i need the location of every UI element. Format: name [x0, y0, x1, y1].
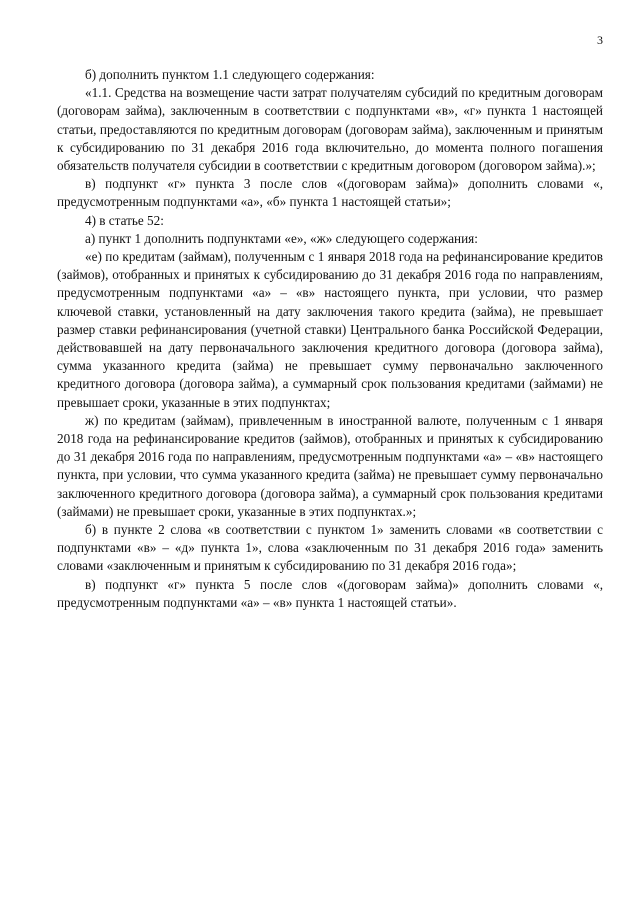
- paragraph-article-52: 4) в статье 52:: [85, 212, 164, 228]
- paragraph-subpoint-g-point-5: в) подпункт «г» пункта 5 после слов «(договорам займа)» дополнить словами «, предусмотренным подпунктами «а» – «в» пункта 1 настоящей статьи».: [57, 576, 603, 610]
- paragraph-point-2-replace: б) в пункте 2 слова «в соответствии с пунктом 1» заменить словами «в соответствии с подпунктами «в» – «д» пункта 1», слова «заключенным по 31 декабря 2016 года» заменить словами «заключенным и принятым к субсидированию по 31 декабря 2016 года»;: [57, 522, 603, 574]
- paragraph-subpoint-g-point-3: в) подпункт «г» пункта 3 после слов «(договорам займа)» дополнить словами «, предусмотренным подпунктами «а», «б» пункта 1 настоящей статьи»;: [57, 176, 603, 210]
- paragraph-point-1-1-text: «1.1. Средства на возмещение части затрат получателям субсидий по кредитным договорам (договорам займа), заключенным в соответствии с подпунктами «в», «г» пункта 1 настоящей статьи, предоставляются по кредитным договорам (договорам займа), заключенным и принятым к субсидированию по 31 декабря 2016 года включительно, до момента полного погашения обязательств получателя субсидии в соответствии с кредитным договором (договором займа).»;: [57, 85, 603, 174]
- paragraph-add-point-1-1: б) дополнить пунктом 1.1 следующего содержания:: [85, 67, 375, 82]
- page-number: 3: [597, 33, 603, 47]
- document-body: [57, 66, 603, 612]
- paragraph-subpoint-zh: ж) по кредитам (займам), привлеченным в иностранной валюте, полученным с 1 января 2018 года на рефинансирование кредитов (займов), отобранных и принятых к субсидированию до 31 декабря 2016 года по направлениям, предусмотренным подпунктами «а» – «в» настоящего пункта, при условии, что сумма указанного кредита (займа) не превышает сумму первоначально заключенного кредитного договора (договора займа), а суммарный срок пользования кредитами (займами) не превышает сроки, указанные в этих подпунктах.»;: [57, 412, 603, 519]
- paragraph-subpoint-e: «е) по кредитам (займам), полученным с 1 января 2018 года на рефинансирование кредитов (займов), отобранных и принятых к субсидированию до 31 декабря 2016 года по направлениям, предусмотренным подпунктами «а» – «в» настоящего пункта, при условии, что размер ключевой ставки, установленный на дату заключения такого кредита (займа), не превышает размер ставки рефинансирования (учетной ставки) Центрального банка Российской Федерации, действовавшей на дату первоначального заключения кредитного договора (договора займа), сумма указанного кредита (займа) не превышает сумму первоначально заключенного кредитного договора (договора займа), а суммарный срок пользования кредитами (займами) не превышает сроки, указанные в этих подпунктах;: [57, 249, 603, 410]
- paragraph-point-1-add: а) пункт 1 дополнить подпунктами «е», «ж» следующего содержания:: [85, 230, 478, 246]
